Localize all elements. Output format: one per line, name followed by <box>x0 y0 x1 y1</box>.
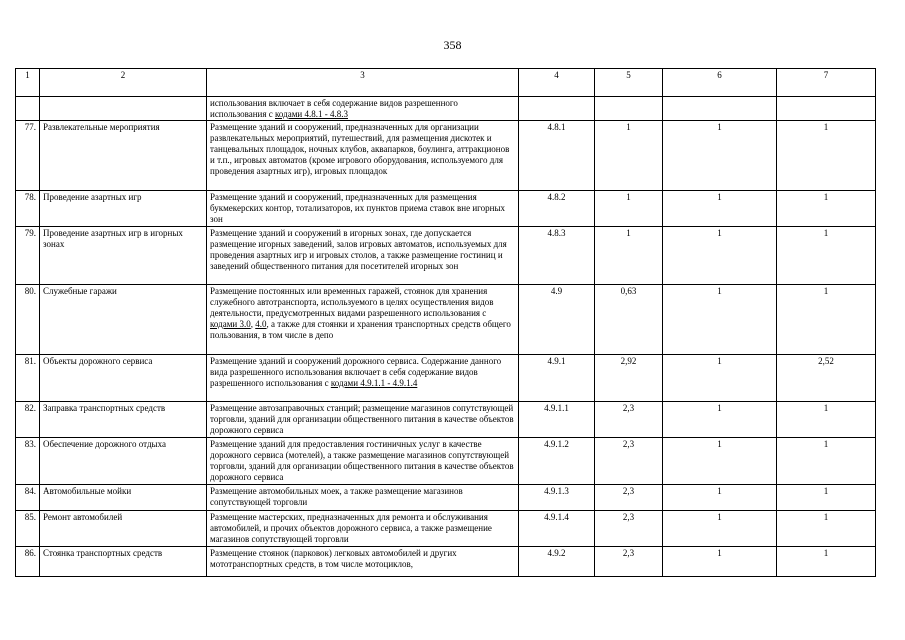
use-type-code: 4.8.2 <box>519 191 595 227</box>
table-row <box>16 547 876 577</box>
column-5-value: 2,3 <box>595 485 663 511</box>
table-row <box>16 402 876 438</box>
use-type-code: 4.9.1.2 <box>519 438 595 485</box>
column-5-value: 1 <box>595 191 663 227</box>
row-number: 81. <box>16 355 40 402</box>
column-7-value: 2,52 <box>777 355 876 402</box>
continuation-code-cell <box>519 97 595 121</box>
description-text: Размещение зданий для предоставления гостиничных услуг в качестве дорожного сервиса (мотелей), а также размещение магазинов сопутствующей торговли, зданий для организации общественного питания в качестве объектов дорожного сервиса <box>210 439 514 482</box>
column-7-value: 1 <box>777 121 876 191</box>
column-7-value: 1 <box>777 547 876 577</box>
use-type-description <box>207 485 519 511</box>
continuation-description <box>207 97 519 121</box>
use-type-name: Заправка транспортных средств <box>40 402 207 438</box>
use-type-code: 4.9 <box>519 285 595 355</box>
description-text: использования включает в себя содержание видов разрешенного использования с <box>210 98 458 119</box>
row-number: 83. <box>16 438 40 485</box>
description-text: Размещение зданий и сооружений, предназначенных для размещения букмекерских контор, тотализаторов, их пунктов приема ставок вне игорных зон <box>210 192 505 224</box>
use-type-name: Проведение азартных игр <box>40 191 207 227</box>
column-7-value: 1 <box>777 191 876 227</box>
code-reference-link[interactable]: 4.0 <box>255 319 267 329</box>
table-row <box>16 355 876 402</box>
page-number: 358 <box>443 38 462 52</box>
use-type-name: Развлекательные мероприятия <box>40 121 207 191</box>
use-type-description <box>207 547 519 577</box>
use-type-name: Обеспечение дорожного отдыха <box>40 438 207 485</box>
use-type-description <box>207 121 519 191</box>
column-6-value: 1 <box>663 485 777 511</box>
header-col-1: 1 <box>16 69 40 97</box>
use-type-description <box>207 511 519 547</box>
use-type-code: 4.9.1.1 <box>519 402 595 438</box>
use-type-name: Ремонт автомобилей <box>40 511 207 547</box>
column-5-value: 2,3 <box>595 402 663 438</box>
table-row <box>16 511 876 547</box>
column-7-value: 1 <box>777 438 876 485</box>
use-type-name: Стоянка транспортных средств <box>40 547 207 577</box>
use-type-description <box>207 191 519 227</box>
use-type-code: 4.8.3 <box>519 227 595 285</box>
code-reference-link[interactable]: кодами 4.8.1 - 4.8.3 <box>275 109 348 119</box>
column-6-value: 1 <box>663 402 777 438</box>
description-text: Размещение автозаправочных станций; размещение магазинов сопутствующей торговли, зданий для организации общественного питания в качестве объектов дорожного сервиса <box>210 403 514 435</box>
column-7-value: 1 <box>777 485 876 511</box>
column-6-value: 1 <box>663 547 777 577</box>
row-number: 77. <box>16 121 40 191</box>
column-5-value: 2,92 <box>595 355 663 402</box>
description-text: Размещение мастерских, предназначенных для ремонта и обслуживания автомобилей, и прочих объектов дорожного сервиса, а также размещение магазинов сопутствующей торговли <box>210 512 492 544</box>
row-number: 78. <box>16 191 40 227</box>
column-5-value: 1 <box>595 121 663 191</box>
description-text: Размещение автомобильных моек, а также размещение магазинов сопутствующей торговли <box>210 486 463 507</box>
use-type-name: Служебные гаражи <box>40 285 207 355</box>
use-type-name: Автомобильные мойки <box>40 485 207 511</box>
description-text: , а также для стоянки и хранения транспортных средств общего пользования, в том числе в депо <box>210 319 511 340</box>
column-5-value: 2,3 <box>595 547 663 577</box>
code-reference-link[interactable]: кодами 3.0 <box>210 319 251 329</box>
table-row <box>16 438 876 485</box>
continuation-num-cell <box>16 97 40 121</box>
column-5-value: 1 <box>595 227 663 285</box>
row-number: 84. <box>16 485 40 511</box>
column-5-value: 2,3 <box>595 438 663 485</box>
use-type-code: 4.9.1.4 <box>519 511 595 547</box>
column-6-value: 1 <box>663 285 777 355</box>
use-type-name: Объекты дорожного сервиса <box>40 355 207 402</box>
column-6-value: 1 <box>663 511 777 547</box>
land-use-table <box>15 68 876 577</box>
continuation-c6-cell <box>663 97 777 121</box>
row-number: 86. <box>16 547 40 577</box>
table-row <box>16 121 876 191</box>
description-text: Размещение зданий и сооружений дорожного сервиса. Содержание данного вида разрешенного использования включает в себя содержание видов разрешенного использования с <box>210 356 502 388</box>
column-7-value: 1 <box>777 511 876 547</box>
header-col-7: 7 <box>777 69 876 97</box>
header-col-5: 5 <box>595 69 663 97</box>
column-6-value: 1 <box>663 191 777 227</box>
continuation-c5-cell <box>595 97 663 121</box>
column-6-value: 1 <box>663 121 777 191</box>
use-type-description <box>207 285 519 355</box>
description-text: Размещение зданий и сооружений, предназначенных для организации развлекательных мероприятий, путешествий, для размещения дискотек и танцевальных площадок, ночных клубов, аквапарков, боулинга, аттракционов и т.п., игровых автоматов (кроме игрового оборудования, используемого для проведения азартных игр), игровых площадок <box>210 122 510 176</box>
use-type-description <box>207 227 519 285</box>
use-type-name: Проведение азартных игр в игорных зонах <box>40 227 207 285</box>
row-number: 79. <box>16 227 40 285</box>
table-row <box>16 285 876 355</box>
column-7-value: 1 <box>777 227 876 285</box>
table-header-row <box>16 69 876 97</box>
use-type-code: 4.8.1 <box>519 121 595 191</box>
description-text: Размещение постоянных или временных гаражей, стоянок для хранения служебного автотранспорта, используемого в целях осуществления видов деятельности, предусмотренных видами разрешенного использования с <box>210 286 494 318</box>
row-number: 80. <box>16 285 40 355</box>
use-type-code: 4.9.2 <box>519 547 595 577</box>
header-col-2: 2 <box>40 69 207 97</box>
continuation-row <box>16 97 876 121</box>
header-col-3: 3 <box>207 69 519 97</box>
row-number: 82. <box>16 402 40 438</box>
table-row <box>16 227 876 285</box>
column-6-value: 1 <box>663 438 777 485</box>
use-type-code: 4.9.1.3 <box>519 485 595 511</box>
column-7-value: 1 <box>777 285 876 355</box>
code-reference-link[interactable]: кодами 4.9.1.1 - 4.9.1.4 <box>330 378 418 388</box>
continuation-c7-cell <box>777 97 876 121</box>
column-6-value: 1 <box>663 227 777 285</box>
use-type-description <box>207 438 519 485</box>
use-type-code: 4.9.1 <box>519 355 595 402</box>
use-type-description <box>207 355 519 402</box>
row-number: 85. <box>16 511 40 547</box>
description-text: Размещение зданий и сооружений в игорных зонах, где допускается размещение игорных заведений, залов игровых автоматов, используемых для проведения азартных игр и игровых столов, а также размещение гостиниц и заведений общественного питания для посетителей игорных зон <box>210 228 507 271</box>
description-text: , <box>250 319 256 329</box>
column-7-value: 1 <box>777 402 876 438</box>
header-col-4: 4 <box>519 69 595 97</box>
column-6-value: 1 <box>663 355 777 402</box>
column-5-value: 2,3 <box>595 511 663 547</box>
description-text: Размещение стоянок (парковок) легковых автомобилей и других мототранспортных средств, в том числе мотоциклов, <box>210 548 457 569</box>
column-5-value: 0,63 <box>595 285 663 355</box>
header-col-6: 6 <box>663 69 777 97</box>
table-row <box>16 191 876 227</box>
table-row <box>16 485 876 511</box>
continuation-name-cell <box>40 97 207 121</box>
use-type-description <box>207 402 519 438</box>
